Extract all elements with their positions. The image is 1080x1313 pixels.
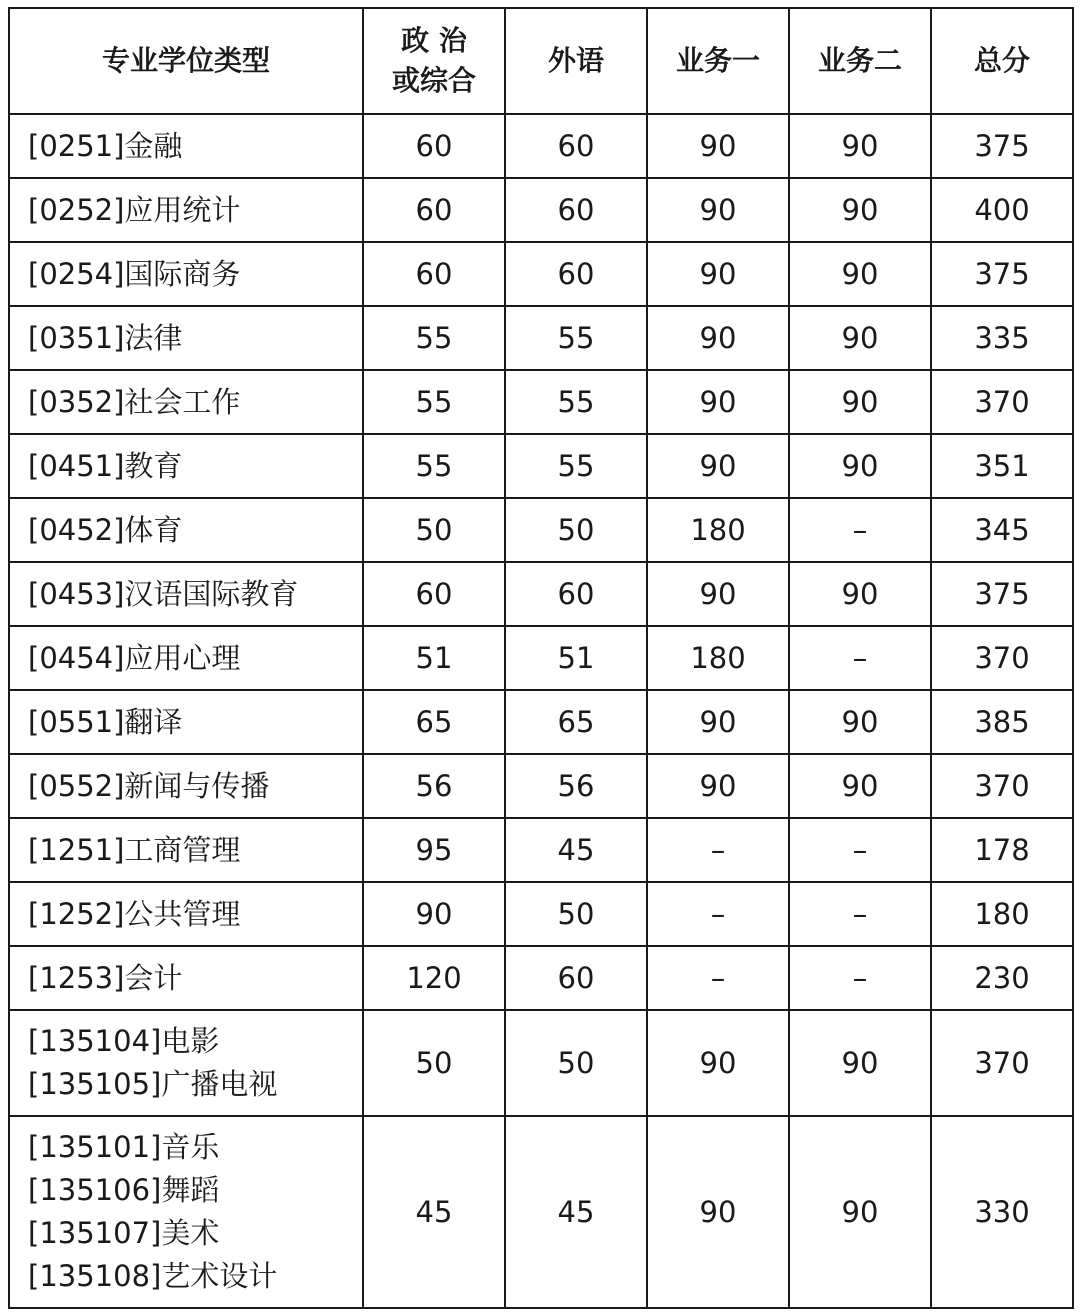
cell-politics: 65	[363, 690, 505, 754]
cell-subject1: 90	[647, 242, 789, 306]
cell-subject1: –	[647, 818, 789, 882]
cell-subject1: 180	[647, 498, 789, 562]
row-category	[9, 754, 363, 818]
cell-subject1: 90	[647, 1116, 789, 1308]
table-row	[9, 178, 1073, 242]
cell-foreign: 45	[505, 818, 647, 882]
table-row	[9, 754, 1073, 818]
row-category	[9, 1010, 363, 1116]
cell-subject1: 90	[647, 434, 789, 498]
cell-total: 180	[931, 882, 1073, 946]
category-name: [0252]应用统计	[28, 192, 241, 227]
cell-subject2: 90	[789, 1116, 931, 1308]
cell-subject2: 90	[789, 242, 931, 306]
cell-subject2: –	[789, 818, 931, 882]
table-row	[9, 946, 1073, 1010]
cell-foreign: 55	[505, 370, 647, 434]
table-row	[9, 114, 1073, 178]
cell-politics: 60	[363, 114, 505, 178]
category-name: [0454]应用心理	[28, 640, 241, 675]
cell-politics: 60	[363, 562, 505, 626]
cell-total: 370	[931, 370, 1073, 434]
row-category	[9, 626, 363, 690]
cell-politics: 50	[363, 1010, 505, 1116]
cell-total: 375	[931, 562, 1073, 626]
cell-foreign: 45	[505, 1116, 647, 1308]
category-name: [135101]音乐	[28, 1130, 220, 1164]
cell-subject2: –	[789, 946, 931, 1010]
table-row	[9, 434, 1073, 498]
cell-subject2: –	[789, 498, 931, 562]
cell-total: 178	[931, 818, 1073, 882]
cell-subject2: 90	[789, 562, 931, 626]
cell-subject2: 90	[789, 1010, 931, 1116]
header-category: 专业学位类型	[9, 8, 363, 114]
cell-foreign: 60	[505, 946, 647, 1010]
cell-politics: 50	[363, 498, 505, 562]
cell-subject1: –	[647, 946, 789, 1010]
category-name: [0251]金融	[28, 128, 183, 163]
cell-subject1: 90	[647, 690, 789, 754]
cell-subject2: 90	[789, 434, 931, 498]
cell-politics: 51	[363, 626, 505, 690]
cell-politics: 90	[363, 882, 505, 946]
table-row	[9, 690, 1073, 754]
cell-foreign: 56	[505, 754, 647, 818]
table-row	[9, 1116, 1073, 1308]
header-politics	[363, 8, 505, 114]
category-name: [0453]汉语国际教育	[28, 576, 299, 611]
category-name: [0451]教育	[28, 448, 183, 483]
row-category	[9, 562, 363, 626]
cell-foreign: 50	[505, 882, 647, 946]
cell-foreign: 51	[505, 626, 647, 690]
cell-politics: 45	[363, 1116, 505, 1308]
cell-total: 230	[931, 946, 1073, 1010]
row-category	[9, 306, 363, 370]
row-category	[9, 114, 363, 178]
table-row	[9, 242, 1073, 306]
row-category	[9, 434, 363, 498]
table-row	[9, 306, 1073, 370]
cell-foreign: 50	[505, 498, 647, 562]
cell-politics: 120	[363, 946, 505, 1010]
cell-foreign: 60	[505, 562, 647, 626]
cell-subject1: –	[647, 882, 789, 946]
row-category	[9, 1116, 363, 1308]
row-category	[9, 498, 363, 562]
header-foreign: 外语	[505, 8, 647, 114]
cell-politics: 60	[363, 178, 505, 242]
header-total: 总分	[931, 8, 1073, 114]
table-row	[9, 1010, 1073, 1116]
cell-subject2: –	[789, 882, 931, 946]
header-politics-line2: 或综合	[391, 64, 476, 97]
category-name: [0254]国际商务	[28, 256, 241, 291]
cell-total: 375	[931, 242, 1073, 306]
row-category	[9, 370, 363, 434]
table-row	[9, 818, 1073, 882]
cell-subject2: 90	[789, 306, 931, 370]
cell-foreign: 55	[505, 306, 647, 370]
category-name: [0452]体育	[28, 512, 183, 547]
cell-total: 345	[931, 498, 1073, 562]
table-row	[9, 370, 1073, 434]
score-table	[8, 7, 1074, 1309]
cell-subject2: 90	[789, 370, 931, 434]
cell-subject2: 90	[789, 178, 931, 242]
category-name: [0352]社会工作	[28, 384, 241, 419]
cell-subject2: –	[789, 626, 931, 690]
cell-politics: 56	[363, 754, 505, 818]
table-row	[9, 498, 1073, 562]
cell-total: 335	[931, 306, 1073, 370]
category-name: [1251]工商管理	[28, 832, 241, 867]
cell-foreign: 60	[505, 242, 647, 306]
row-category	[9, 242, 363, 306]
cell-total: 351	[931, 434, 1073, 498]
cell-foreign: 65	[505, 690, 647, 754]
row-category	[9, 690, 363, 754]
cell-total: 400	[931, 178, 1073, 242]
cell-total: 330	[931, 1116, 1073, 1308]
cell-foreign: 50	[505, 1010, 647, 1116]
category-name: [135104]电影	[28, 1024, 220, 1058]
cell-subject1: 90	[647, 370, 789, 434]
cell-politics: 55	[363, 434, 505, 498]
cell-subject2: 90	[789, 754, 931, 818]
cell-foreign: 60	[505, 114, 647, 178]
header-subject1: 业务一	[647, 8, 789, 114]
category-name: [0552]新闻与传播	[28, 768, 270, 803]
cell-politics: 60	[363, 242, 505, 306]
row-category	[9, 818, 363, 882]
category-name: [135108]艺术设计	[28, 1259, 278, 1293]
table-row	[9, 626, 1073, 690]
cell-politics: 95	[363, 818, 505, 882]
cell-subject1: 180	[647, 626, 789, 690]
category-name: [0351]法律	[28, 320, 183, 355]
table-row	[9, 562, 1073, 626]
cell-subject2: 90	[789, 690, 931, 754]
cell-subject1: 90	[647, 562, 789, 626]
category-name: [135107]美术	[28, 1216, 220, 1250]
cell-politics: 55	[363, 306, 505, 370]
header-politics-line1: 政 治	[401, 24, 467, 57]
row-category	[9, 882, 363, 946]
cell-subject1: 90	[647, 306, 789, 370]
cell-politics: 55	[363, 370, 505, 434]
cell-foreign: 60	[505, 178, 647, 242]
category-name: [1252]公共管理	[28, 896, 241, 931]
header-subject2: 业务二	[789, 8, 931, 114]
cell-subject1: 90	[647, 178, 789, 242]
table-body	[9, 114, 1073, 1308]
header-row	[9, 8, 1073, 114]
cell-subject1: 90	[647, 1010, 789, 1116]
cell-total: 370	[931, 626, 1073, 690]
category-name: [135105]广播电视	[28, 1067, 278, 1101]
row-category	[9, 178, 363, 242]
cell-subject1: 90	[647, 114, 789, 178]
category-name: [135106]舞蹈	[28, 1173, 220, 1207]
row-category	[9, 946, 363, 1010]
cell-total: 385	[931, 690, 1073, 754]
cell-foreign: 55	[505, 434, 647, 498]
cell-total: 370	[931, 754, 1073, 818]
category-name: [0551]翻译	[28, 704, 183, 739]
cell-total: 375	[931, 114, 1073, 178]
cell-total: 370	[931, 1010, 1073, 1116]
category-name: [1253]会计	[28, 960, 183, 995]
cell-subject2: 90	[789, 114, 931, 178]
cell-subject1: 90	[647, 754, 789, 818]
table-row	[9, 882, 1073, 946]
